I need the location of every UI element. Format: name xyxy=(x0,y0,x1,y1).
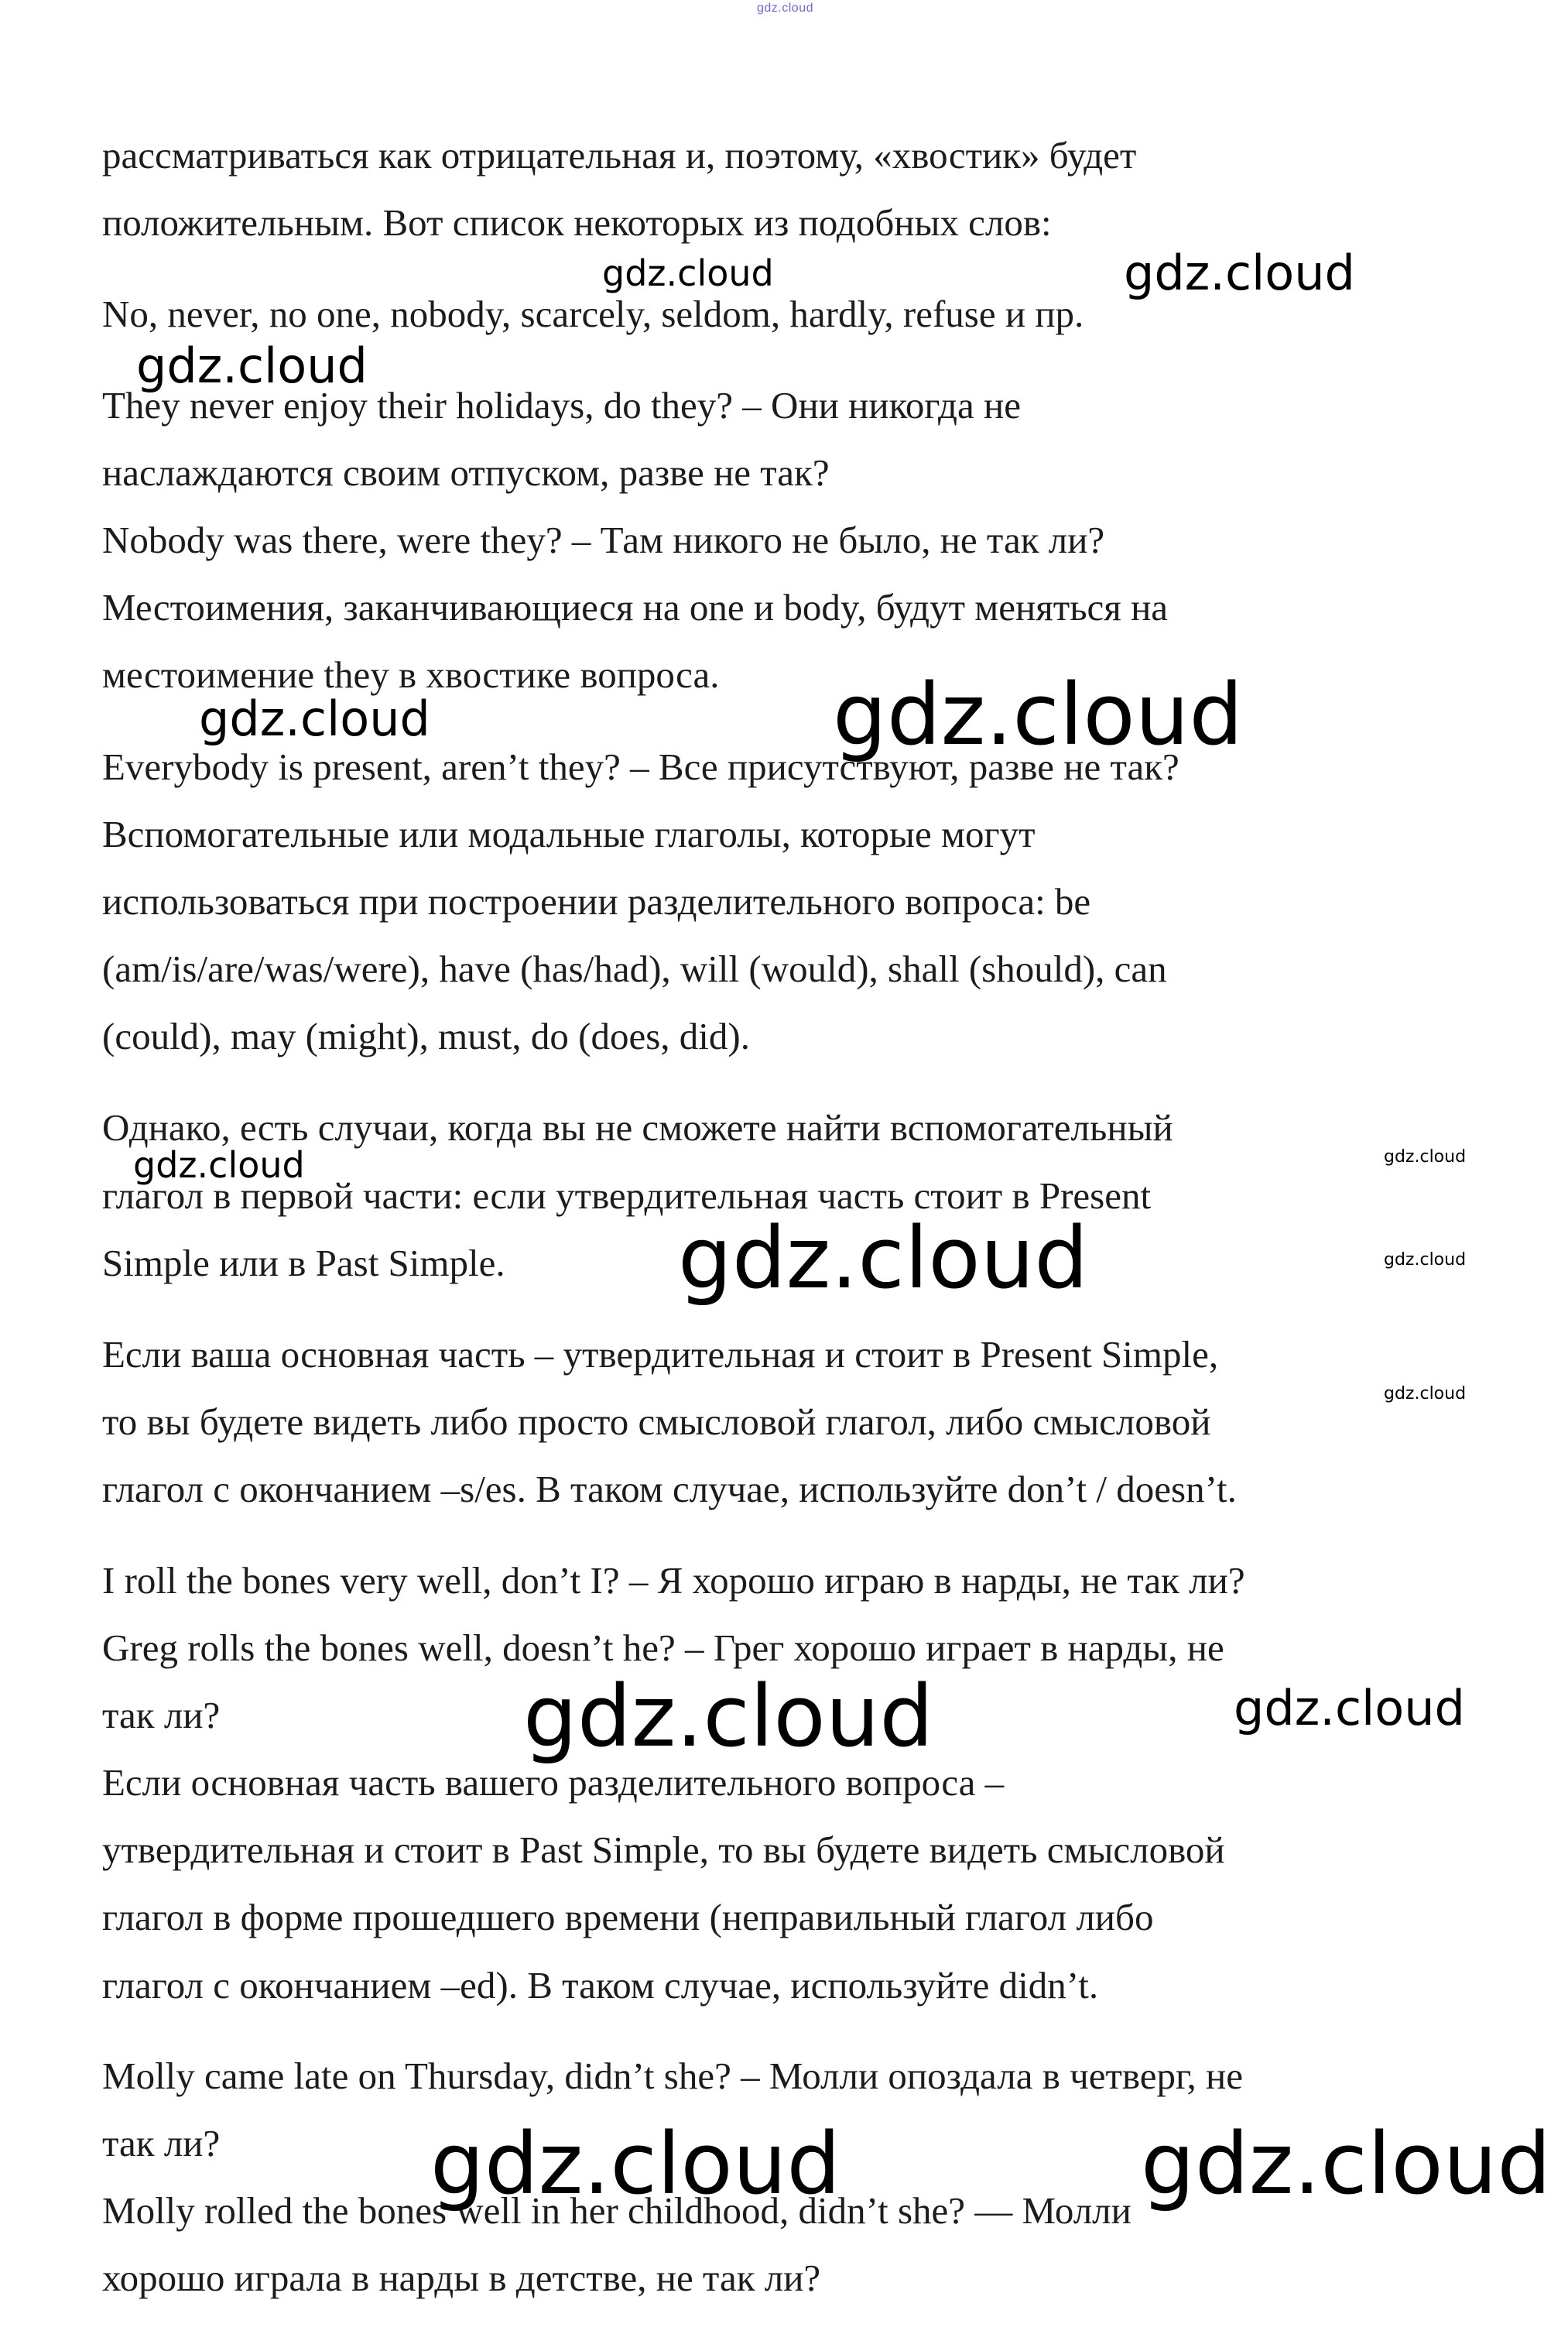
watermark: gdz.cloud xyxy=(1141,2114,1552,2213)
text-line: (could), may (might), must, do (does, did). xyxy=(102,1015,750,1057)
text-line: глагол в форме прошедшего времени (неправильный глагол либо xyxy=(102,1896,1154,1938)
watermark: gdz.cloud xyxy=(199,691,430,747)
text-line: Если ваша основная часть – утвердительная и стоит в Present Simple, xyxy=(102,1333,1219,1376)
text-line: так ли? xyxy=(102,1694,221,1736)
watermark: gdz.cloud xyxy=(1384,1384,1467,1403)
text-line: глагол с окончанием –s/es. В таком случае, используйте don’t / doesn’t. xyxy=(102,1468,1237,1510)
text-line: положительным. Вот список некоторых из подобных слов: xyxy=(102,201,1052,244)
text-line: Местоимения, заканчивающиеся на one и body, будут меняться на xyxy=(102,586,1169,629)
text-line: Вспомогательные или модальные глаголы, которые могут xyxy=(102,813,1036,855)
text-line: так ли? xyxy=(102,2122,221,2164)
watermark: gdz.cloud xyxy=(678,1208,1089,1307)
text-line: They never enjoy their holidays, do they? – Они никогда не xyxy=(102,384,1021,427)
watermark: gdz.cloud xyxy=(1234,1680,1465,1736)
text-line: Nobody was there, were they? – Там никого не было, не так ли? xyxy=(102,519,1105,561)
text-line: Molly came late on Thursday, didn’t she? – Молли опоздала в четверг, не xyxy=(102,2055,1244,2097)
text-line: глагол с окончанием –ed). В таком случае, используйте didn’t. xyxy=(102,1964,1099,2007)
watermark: gdz.cloud xyxy=(1124,245,1355,301)
watermark: gdz.cloud xyxy=(1384,1147,1467,1167)
text-line: Если основная часть вашего разделительного вопроса – xyxy=(102,1761,1005,1804)
watermark: gdz.cloud xyxy=(430,2114,841,2213)
text-line: Molly rolled the bones well in her childhood, didn’t she? — Молли xyxy=(102,2189,1131,2232)
text-line: рассматриваться как отрицательная и, поэтому, «хвостик» будет xyxy=(102,134,1137,176)
text-line: местоимение they в хвостике вопроса. xyxy=(102,653,720,696)
text-line: Everybody is present, aren’t they? – Все присутствуют, разве не так? xyxy=(102,745,1179,788)
text-line: Simple или в Past Simple. xyxy=(102,1242,505,1284)
text-line: Однако, есть случаи, когда вы не сможете найти вспомогательный xyxy=(102,1106,1173,1149)
text-line: No, never, no one, nobody, scarcely, seldom, hardly, refuse и пр. xyxy=(102,293,1084,335)
text-line: хорошо играла в нарды в детстве, не так ли? xyxy=(102,2257,821,2299)
watermark: gdz.cloud xyxy=(833,665,1244,764)
text-line: то вы будете видеть либо просто смысловой глагол, либо смысловой xyxy=(102,1400,1211,1443)
text-line: (am/is/are/was/were), have (has/had), will (would), shall (should), can xyxy=(102,948,1167,990)
text-line: наслаждаются своим отпуском, разве не так? xyxy=(102,451,830,494)
text-line: I roll the bones very well, don’t I? – Я хорошо играю в нарды, не так ли? xyxy=(102,1559,1245,1602)
watermark: gdz.cloud xyxy=(136,338,368,394)
text-line: Greg rolls the bones well, doesn’t he? – Грег хорошо играет в нарды, не xyxy=(102,1626,1224,1669)
watermark: gdz.cloud xyxy=(1384,1250,1467,1270)
text-line: использоваться при построении разделительного вопроса: be xyxy=(102,880,1091,923)
watermark: gdz.cloud xyxy=(602,252,774,294)
watermark: gdz.cloud xyxy=(133,1144,305,1186)
watermark: gdz.cloud xyxy=(523,1667,934,1766)
text-line: глагол в первой части: если утвердительная часть стоит в Present xyxy=(102,1174,1152,1217)
text-line: утвердительная и стоит в Past Simple, то вы будете видеть смысловой xyxy=(102,1828,1225,1871)
header-watermark: gdz.cloud xyxy=(757,2,813,15)
